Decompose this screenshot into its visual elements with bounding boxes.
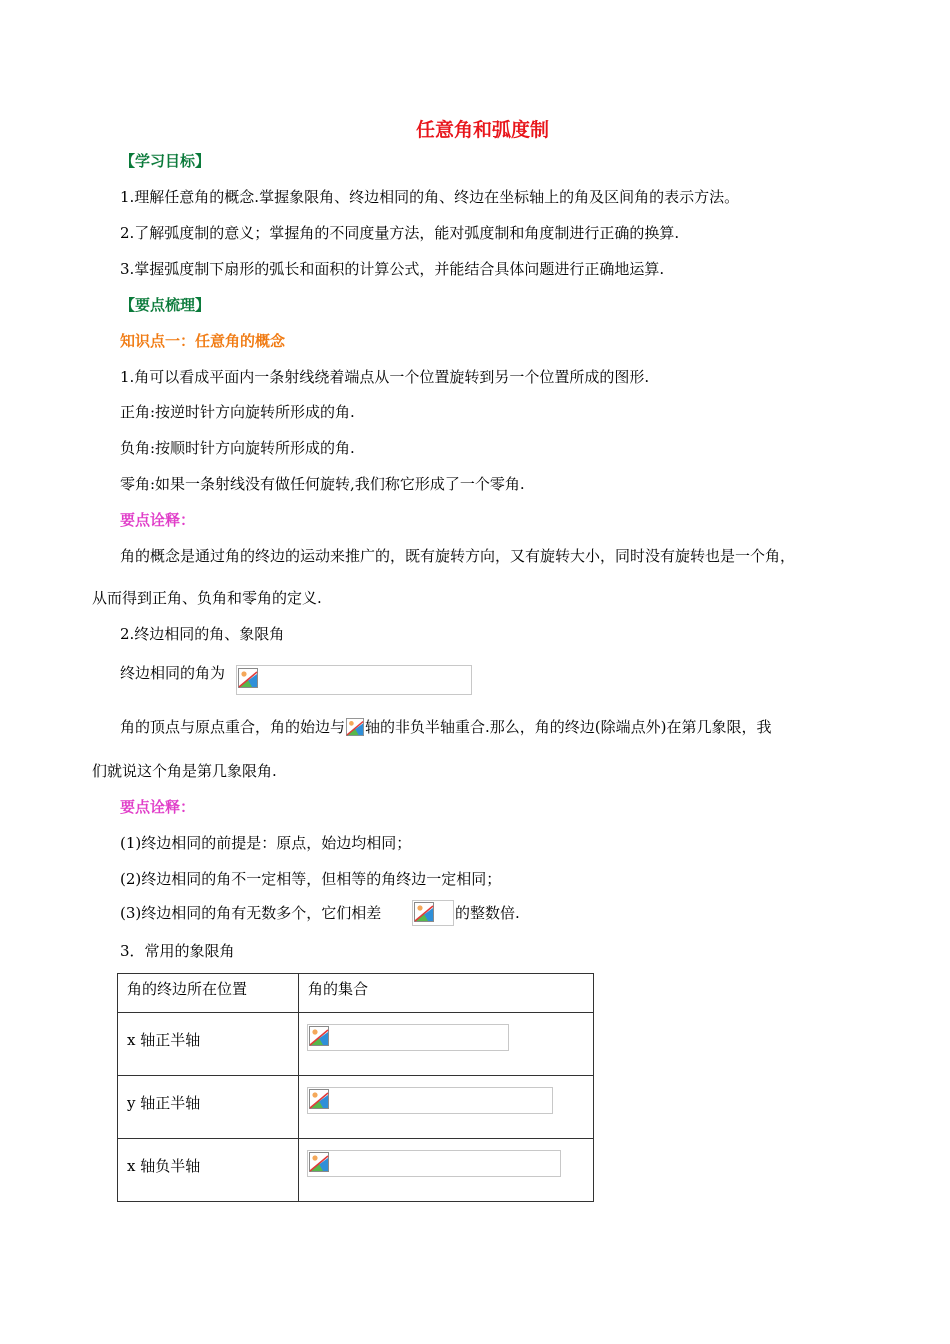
paragraph: 2.终边相同的角、象限角	[120, 625, 285, 643]
note-item: (2)终边相同的角不一定相等，但相等的角终边一定相同；	[120, 870, 502, 888]
formula-image	[236, 665, 472, 695]
broken-image-icon	[309, 1026, 329, 1046]
paragraph: 终边相同的角为	[120, 664, 226, 682]
goal-item: 3.掌握弧度制下扇形的弧长和面积的计算公式，并能结合具体问题进行正确地运算.	[120, 260, 665, 278]
broken-image-icon	[414, 902, 434, 922]
note-item: (1)终边相同的前提是：原点，始边均相同；	[120, 834, 412, 852]
note-item: 的整数倍.	[455, 904, 520, 922]
page-title: 任意角和弧度制	[416, 119, 550, 141]
note-label: 要点诠释：	[120, 511, 196, 529]
broken-image-icon	[309, 1089, 329, 1109]
note-item: (3)终边相同的角有无数多个，它们相差	[120, 904, 382, 922]
broken-image-icon	[346, 718, 364, 736]
table-header: 角的终边所在位置	[118, 974, 299, 1013]
table-row: x 轴负半轴	[118, 1139, 594, 1202]
paragraph: 3．常用的象限角	[120, 942, 235, 960]
table-row: y 轴正半轴	[118, 1076, 594, 1139]
paragraph: 们就说这个角是第几象限角.	[92, 762, 277, 780]
table-row: x 轴正半轴	[118, 1013, 594, 1076]
goal-item: 2.了解弧度制的意义；掌握角的不同度量方法，能对弧度制和角度制进行正确的换算.	[120, 224, 680, 242]
formula-image	[307, 1024, 509, 1051]
table-header: 角的集合	[299, 974, 594, 1013]
note-label: 要点诠释：	[120, 798, 196, 816]
broken-image-icon	[238, 668, 258, 688]
quadrant-angle-table	[117, 973, 594, 1202]
formula-image	[412, 900, 454, 926]
section-learning-goals: 【学习目标】	[120, 152, 211, 170]
broken-image-icon	[309, 1152, 329, 1172]
paragraph: 正角:按逆时针方向旋转所形成的角.	[120, 403, 355, 421]
paragraph: 从而得到正角、负角和零角的定义.	[92, 589, 322, 607]
paragraph: 角的概念是通过角的终边的运动来推广的，既有旋转方向，又有旋转大小，同时没有旋转也是一个角，	[120, 547, 796, 565]
paragraph: 负角:按顺时针方向旋转所形成的角.	[120, 439, 355, 457]
formula-image	[307, 1087, 553, 1114]
paragraph: 零角:如果一条射线没有做任何旋转,我们称它形成了一个零角.	[120, 475, 525, 493]
paragraph: 角的顶点与原点重合，角的始边与 轴的非负半轴重合.那么，角的终边(除端点外)在第几象限，我	[120, 718, 772, 736]
paragraph: 1.角可以看成平面内一条射线绕着端点从一个位置旋转到另一个位置所成的图形.	[120, 368, 650, 386]
goal-item: 1.理解任意角的概念.掌握象限角、终边相同的角、终边在坐标轴上的角及区间角的表示方法。	[120, 188, 740, 206]
formula-image	[307, 1150, 561, 1177]
section-key-points: 【要点梳理】	[120, 296, 211, 314]
knowledge-point-title: 知识点一：任意角的概念	[120, 332, 286, 350]
